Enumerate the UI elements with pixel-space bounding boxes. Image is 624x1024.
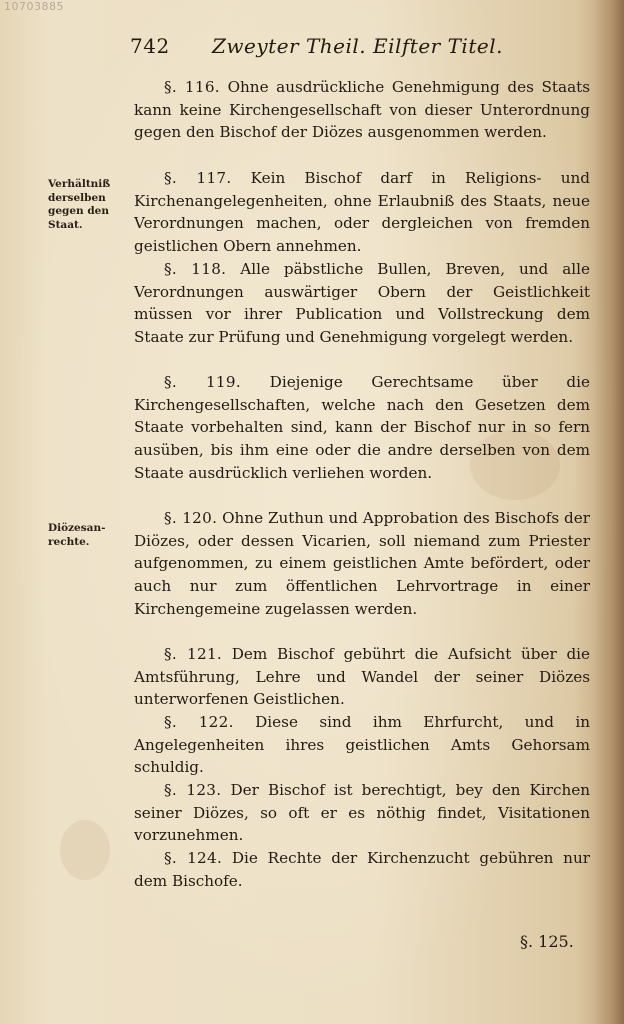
section-number: §. 118.: [164, 260, 227, 278]
section-number: §. 124.: [164, 849, 223, 867]
paragraph-123: [134, 779, 590, 847]
section-number: §. 116.: [164, 78, 220, 96]
paragraph-118: [134, 258, 590, 371]
paragraph-text: Ohne ausdrückliche Genehmigung des Staats kann keine Kirchengesellschaft von dieser Unterordnung gegen den Bischof der Diözes ausgenommen werden.: [134, 78, 591, 142]
page-number: 742: [130, 34, 170, 58]
catalog-id: 10703885: [4, 0, 64, 13]
section-number: §. 120.: [164, 509, 218, 527]
running-title: Zweyter Theil. Eilfter Titel.: [212, 34, 503, 58]
paragraph-119: [134, 371, 590, 507]
paragraph-120: [134, 507, 590, 643]
page-edge-shadow: [594, 0, 624, 1024]
paragraph-text: Diese sind ihm Ehrfurcht, und in Angelegenheiten ihres geistlichen Amts Gehorsam schuldig.: [134, 713, 590, 777]
section-number: §. 121.: [164, 645, 223, 663]
section-number: §. 117.: [164, 169, 232, 187]
margin-note-relationship: Verhältniß derselben gegen den Staat.: [48, 178, 111, 231]
section-number: §. 119.: [164, 373, 241, 391]
page-header: [130, 34, 590, 64]
paragraph-124: [134, 847, 590, 893]
paragraph-116: [134, 76, 590, 167]
paragraph-122: [134, 711, 590, 779]
margin-note-diocesan-rights: Diözesanrechte.: [48, 522, 106, 548]
paragraph-text: Der Bischof ist berechtigt, bey den Kirchen seiner Diözes, so oft er es nöthig findet, Visitationen vorzunehmen.: [134, 781, 591, 845]
paragraph-text: Die Rechte der Kirchenzucht gebühren nur dem Bischofe.: [134, 849, 591, 890]
paragraph-text: Diejenige Gerechtsame über die Kirchengesellschaften, welche nach den Gesetzen dem Staate vorbehalten sind, kann der Bischof nur in so fern ausüben, bis ihm eine oder die andre derselben von dem Staate ausdrücklich verliehen worden.: [134, 373, 590, 482]
paragraph-text: Kein Bischof darf in Religions- und Kirchenangelegenheiten, ohne Erlaubniß des Staats, neue Verordnungen machen, oder dergleichen von fremden geistlichen Obern annehmen.: [134, 169, 591, 256]
paragraph-117: [134, 167, 590, 258]
section-number: §. 123.: [164, 781, 222, 799]
paragraph-text: Alle päbstliche Bullen, Breven, und alle Verordnungen auswärtiger Obern der Geistlichkeit müssen vor ihrer Publication und Vollstreckung dem Staate zur Prüfung und Genehmigung vorgelegt werden.: [134, 260, 591, 347]
catchword: §. 125.: [520, 932, 574, 951]
paragraph-text: Dem Bischof gebührt die Aufsicht über die Amtsführung, Lehre und Wandel der seiner Diözes unterworfenen Geistlichen.: [134, 645, 591, 709]
body-text: [134, 76, 590, 893]
paper-stain: [60, 820, 110, 880]
paragraph-text: Ohne Zuthun und Approbation des Bischofs der Diözes, oder dessen Vicarien, soll niemand zum Priester aufgenommen, zu einem geistlichen Amte befördert, oder auch nur zum öffentlichen Lehrvortrage in einer Kirchengemeine zugelassen werden.: [134, 509, 590, 618]
paragraph-121: [134, 643, 590, 711]
section-number: §. 122.: [164, 713, 234, 731]
